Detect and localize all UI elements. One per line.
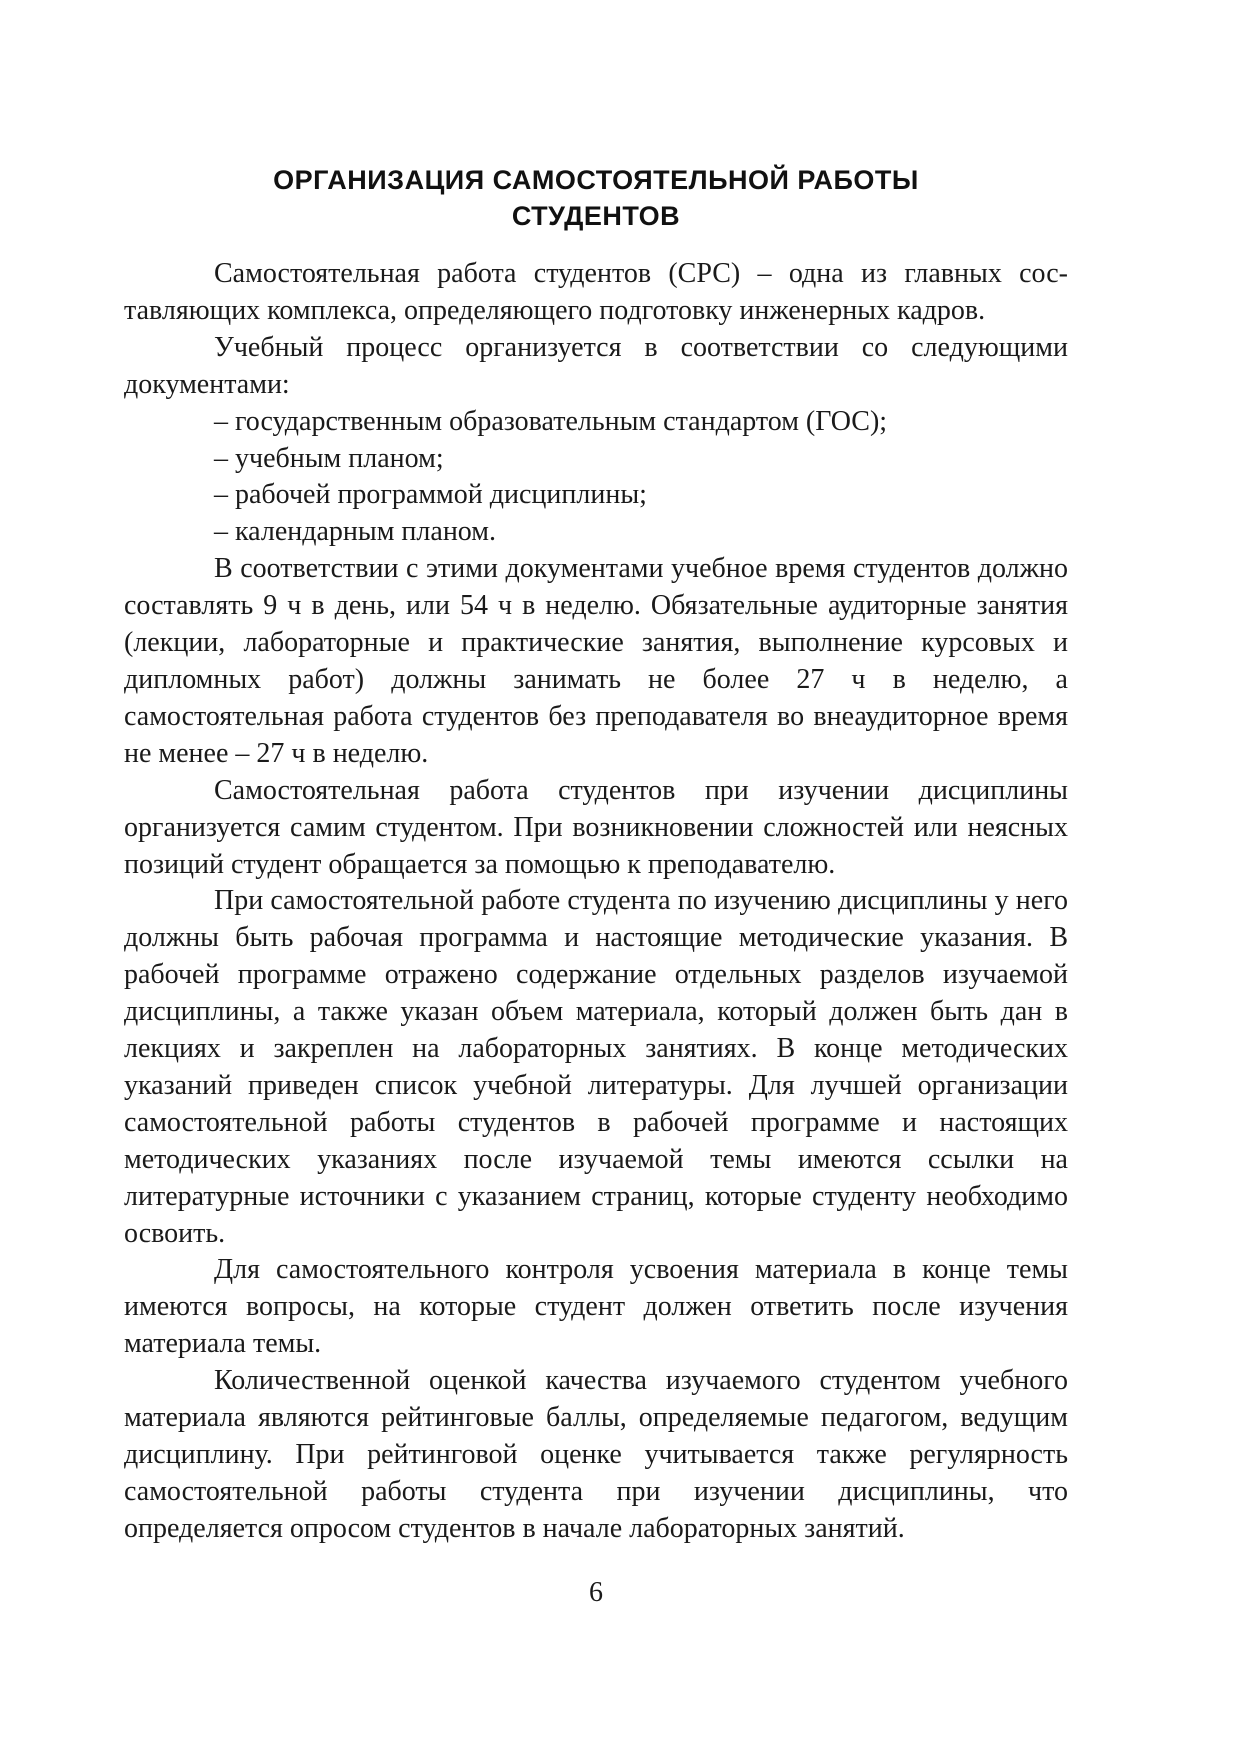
page-title bbox=[124, 162, 1068, 234]
paragraph-self-organization: Самостоятельная работа студентов при изучении дисциплины организуется самим студентом. При возникновении сложностей или неясных позиций студент обращается за помощью к преподавателю. bbox=[124, 774, 1068, 880]
paragraph-study-time: В соответствии с этими документами учебное время студентов должно составлять 9 ч в день, или 54 ч в неделю. Обязательные аудиторные занятия (лекции, лабораторные и практические занятия, выполнение курсовых и дипломных работ) должны занимать не более 27 ч в неделю, а самостоятельная работа студентов без преподавателя во внеаудиторное время не менее – 27 ч в неделю. bbox=[124, 553, 1068, 769]
title-line-1: ОРГАНИЗАЦИЯ САМОСТОЯТЕЛЬНОЙ РАБОТЫ bbox=[273, 165, 919, 195]
list-item: – рабочей программой дисциплины; bbox=[214, 479, 647, 511]
paragraph-program-materials: При самостоятельной работе студента по изучению дисциплины у него должны быть рабочая программа и настоящие методические указания. В рабочей программе отражено содержание отдельных разделов изучаемой дисциплины, а также указан объем материала, который должен быть дан в лекциях и закреплен на лабораторных занятиях. В конце методических указаний приведен список учебной литературы. Для лучшей организации самостоятельной работы студентов в рабочей программе и настоящих методических указаниях после изучаемой темы имеются ссылки на литературные источники с указанием страниц, которые студенту необходимо освоить. bbox=[124, 885, 1068, 1249]
paragraph-rating: Количественной оценкой качества изучаемого студентом учебного материала являются рейтинговые баллы, определяемые педагогом, ведущим дисциплину. При рейтинговой оценке учитывается также регулярность самостоятельной работы студента при изучении дисциплины, что определяется опросом студентов в начале лабораторных занятий. bbox=[124, 1365, 1068, 1544]
list-item: – государственным образовательным стандартом (ГОС); bbox=[214, 405, 888, 437]
paragraph-intro: Самостоятельная работа студентов (СРС) – одна из главных составляющих комплекса, определяющего подготовку инженерных кадров. bbox=[124, 258, 1068, 326]
paragraph-self-control: Для самостоятельного контроля усвоения материала в конце темы имеются вопросы, на которые студент должен ответить после изучения материала темы. bbox=[124, 1254, 1068, 1360]
paragraph-documents-lead: Учебный процесс организуется в соответствии со следующими документами: bbox=[124, 331, 1068, 400]
document-page bbox=[124, 0, 1068, 1755]
title-line-2: СТУДЕНТОВ bbox=[511, 201, 681, 231]
list-item: – календарным планом. bbox=[214, 516, 496, 548]
page-number: 6 bbox=[589, 1577, 603, 1608]
list-item: – учебным планом; bbox=[214, 442, 444, 474]
body-text bbox=[124, 256, 1068, 1548]
